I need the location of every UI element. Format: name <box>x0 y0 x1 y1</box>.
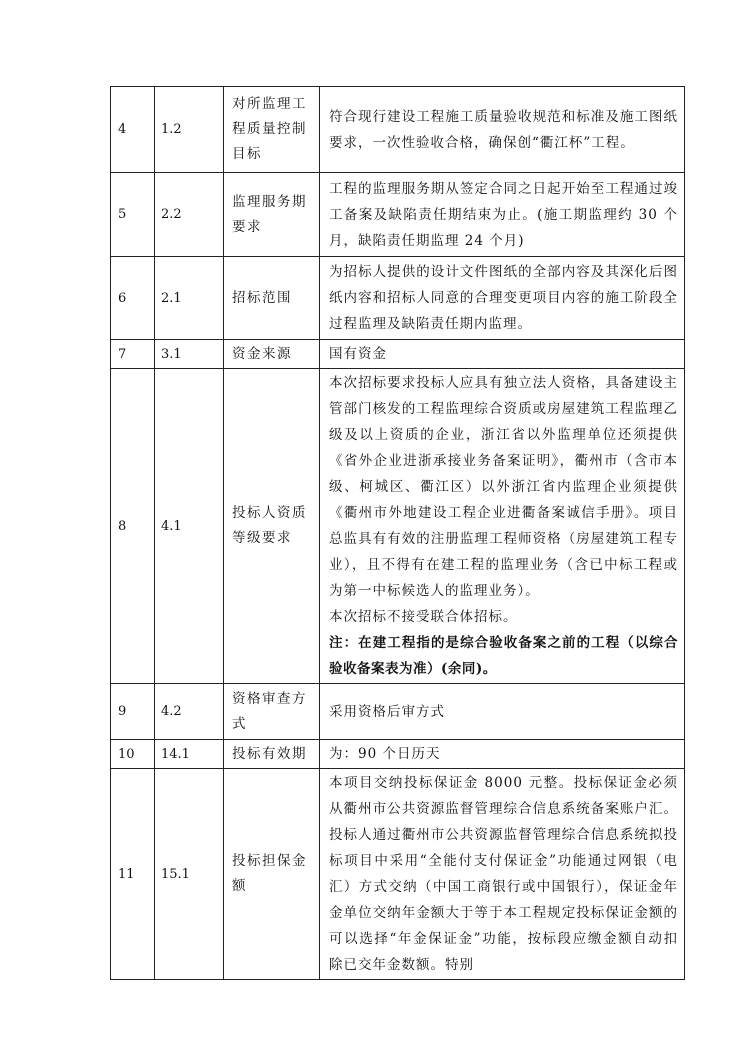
item-name: 资金来源 <box>224 340 320 369</box>
row-number: 8 <box>111 369 155 684</box>
item-content <box>320 173 685 257</box>
content-paragraph: 国有资金 <box>329 346 387 362</box>
content-paragraph: 为招标人提供的设计文件图纸的全部内容及其深化后图纸内容和招标人同意的合理变更项目内容的施工阶段全过程监理及缺陷责任期内监理。 <box>329 264 678 332</box>
table-row <box>111 769 685 980</box>
row-number: 10 <box>111 740 155 769</box>
clause-number: 15.1 <box>155 769 224 980</box>
table-row <box>111 684 685 740</box>
table-row <box>111 340 685 369</box>
row-number: 9 <box>111 684 155 740</box>
row-number: 11 <box>111 769 155 980</box>
content-paragraph: 为：90 个日历天 <box>329 746 441 762</box>
item-name: 投标担保金额 <box>224 769 320 980</box>
item-content <box>320 340 685 369</box>
item-content <box>320 740 685 769</box>
item-content <box>320 769 685 980</box>
item-name: 投标有效期 <box>224 740 320 769</box>
clause-number: 2.1 <box>155 257 224 340</box>
item-content <box>320 684 685 740</box>
clause-number: 14.1 <box>155 740 224 769</box>
table-row <box>111 740 685 769</box>
clause-number: 2.2 <box>155 173 224 257</box>
item-name: 投标人资质等级要求 <box>224 369 320 684</box>
bid-data-table <box>110 86 685 980</box>
clause-number: 1.2 <box>155 87 224 173</box>
row-number: 4 <box>111 87 155 173</box>
row-number: 5 <box>111 173 155 257</box>
content-paragraph: 本次招标不接受联合体招标。 <box>329 609 518 625</box>
clause-number: 4.1 <box>155 369 224 684</box>
clause-number: 3.1 <box>155 340 224 369</box>
table-row <box>111 369 685 684</box>
content-paragraph: 符合现行建设工程施工质量验收规范和标准及施工图纸要求，一次性验收合格，确保创“衢江杯”工程。 <box>329 108 678 151</box>
row-number: 6 <box>111 257 155 340</box>
content-paragraph: 本次招标要求投标人应具有独立法人资格，具备建设主管部门核发的工程监理综合资质或房屋建筑工程监理乙级及以上资质的企业，浙江省以外监理单位还须提供《省外企业进浙承接业务备案证明》，衢州市（含市本级、柯城区、衢江区）以外浙江省内监理企业须提供《衢州市外地建设工程企业进衢备案诚信手册》。项目总监具有有效的注册监理工程师资格（房屋建筑工程专业），且不得有在建工程的监理业务（含已中标工程或为第一中标候选人的监理业务）。 <box>329 375 678 599</box>
item-name: 监理服务期要求 <box>224 173 320 257</box>
clause-number: 4.2 <box>155 684 224 740</box>
content-note: 注：在建工程指的是综合验收备案之前的工程（以综合验收备案表为准）(余同)。 <box>329 635 678 677</box>
content-paragraph: 工程的监理服务期从签定合同之日起开始至工程通过竣工备案及缺陷责任期结束为止。(施工期监理约 30 个月，缺陷责任期监理 24 个月) <box>329 180 678 249</box>
row-number: 7 <box>111 340 155 369</box>
table-row <box>111 257 685 340</box>
item-content <box>320 87 685 173</box>
table-row <box>111 173 685 257</box>
item-content <box>320 369 685 684</box>
item-name: 招标范围 <box>224 257 320 340</box>
content-paragraph: 采用资格后审方式 <box>329 703 445 720</box>
item-name: 对所监理工程质量控制目标 <box>224 87 320 173</box>
item-content <box>320 257 685 340</box>
content-paragraph: 本项目交纳投标保证金 8000 元整。投标保证金必须从衢州市公共资源监督管理综合信息系统备案账户汇。投标人通过衢州市公共资源监督管理综合信息系统拟投标项目中采用“全能付支付保证金”功能通过网银（电汇）方式交纳（中国工商银行或中国银行），保证金年金单位交纳年金额大于等于本工程规定投标保证金额的可以选择“年金保证金”功能，按标段应缴金额自动扣除已交年金数额。特别 <box>329 775 678 973</box>
item-name: 资格审查方式 <box>224 684 320 740</box>
table-row <box>111 87 685 173</box>
